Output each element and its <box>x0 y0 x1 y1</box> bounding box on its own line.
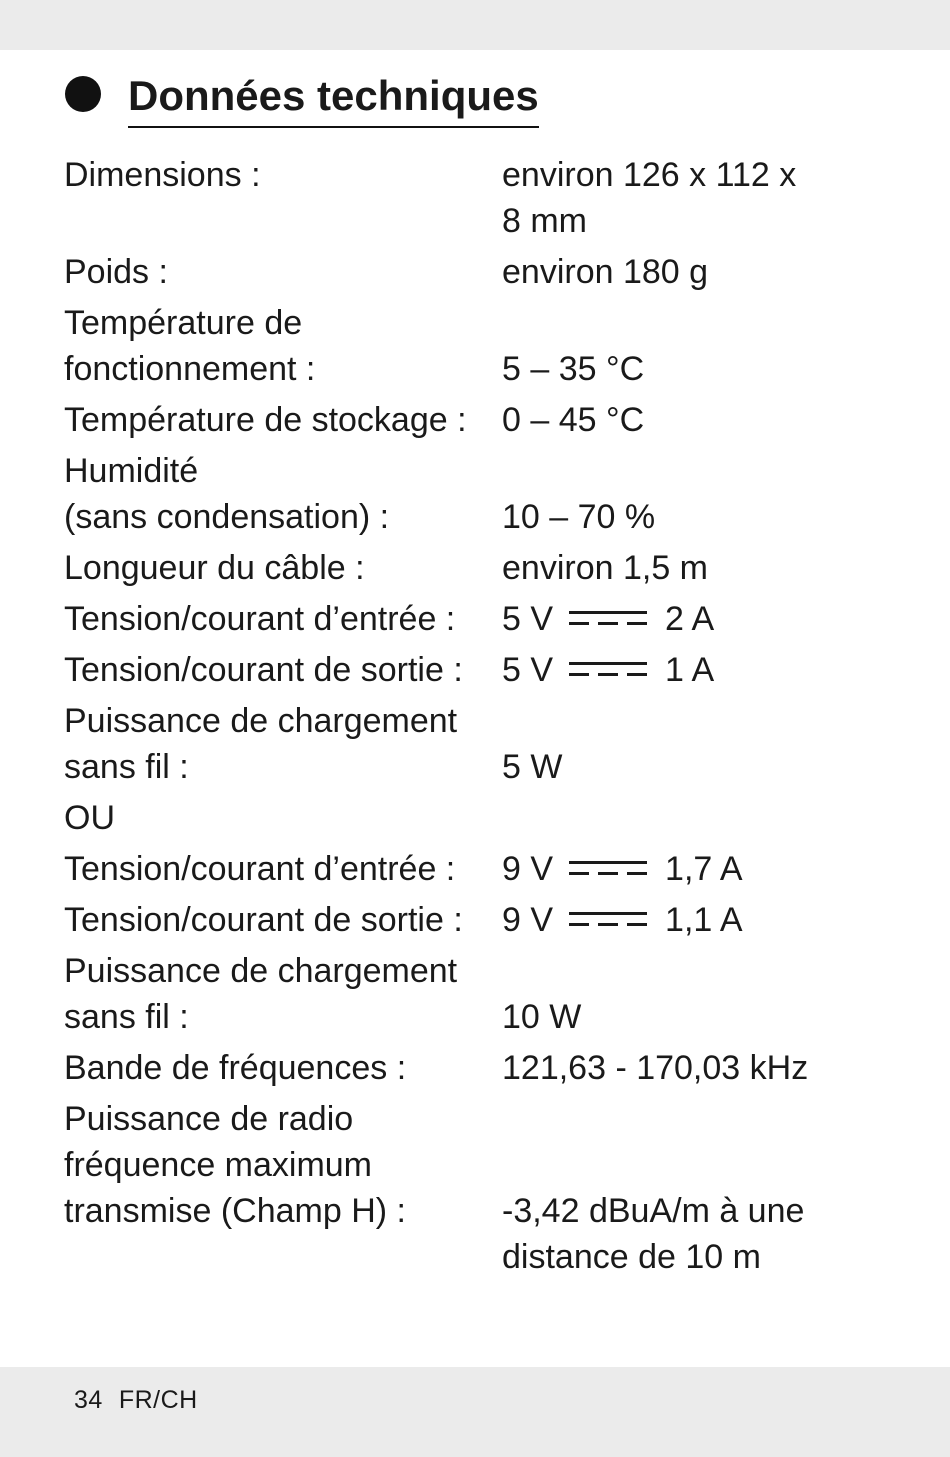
spec-label: Puissance de radio fréquence maximum transmise (Champ H) : <box>64 1100 406 1230</box>
locale-code: FR/CH <box>118 1386 198 1414</box>
spec-label: Longueur du câble : <box>64 549 365 587</box>
voltage-value: 5 V <box>502 600 554 638</box>
spec-label: Puissance de chargement sans fil : <box>64 952 458 1036</box>
spec-row <box>64 1045 884 1091</box>
spec-label: Température de stockage : <box>64 401 467 439</box>
spec-value: -3,42 dBuA/m à une distance de 10 m <box>502 1192 805 1276</box>
filled-circle-icon <box>65 76 101 112</box>
voltage-value: 9 V <box>502 850 554 888</box>
spec-row <box>64 698 884 790</box>
spec-row <box>64 152 884 244</box>
spec-row <box>64 948 884 1040</box>
direct-current-icon <box>569 858 647 878</box>
spec-label: Puissance de chargement sans fil : <box>64 702 458 786</box>
dc-spec-row <box>64 897 884 943</box>
spec-value: 10 W <box>502 998 582 1036</box>
spec-value: 121,63 - 170,03 kHz <box>502 1049 809 1087</box>
spec-row <box>64 448 884 540</box>
direct-current-icon <box>569 659 647 679</box>
spec-value: 5 W <box>502 748 563 786</box>
spec-label: Bande de fréquences : <box>64 1049 407 1087</box>
spec-value: environ 1,5 m <box>502 549 708 587</box>
current-value: 1,7 A <box>665 850 743 888</box>
current-value: 1 A <box>665 651 715 689</box>
spec-row <box>64 397 884 443</box>
direct-current-icon <box>569 909 647 929</box>
spec-value: environ 180 g <box>502 253 709 291</box>
spec-label: Tension/courant d’entrée : <box>64 600 456 638</box>
spec-value: 5 – 35 °C <box>502 350 645 388</box>
spec-row <box>64 1096 884 1280</box>
spec-label: Tension/courant de sortie : <box>64 651 463 689</box>
spec-label: Température de fonctionnement : <box>64 304 316 388</box>
spec-label: Poids : <box>64 253 168 291</box>
spec-label: Humidité (sans condensation) : <box>64 452 390 536</box>
spec-label: Tension/courant de sortie : <box>64 901 463 939</box>
spec-label: Tension/courant d’entrée : <box>64 850 456 888</box>
spec-row <box>64 545 884 591</box>
direct-current-icon <box>569 608 647 628</box>
spec-label: Dimensions : <box>64 156 261 194</box>
page-footer <box>74 1386 214 1415</box>
current-value: 2 A <box>665 600 715 638</box>
dc-spec-row <box>64 596 884 642</box>
spec-value <box>502 846 884 892</box>
top-margin-band <box>0 0 950 50</box>
voltage-value: 9 V <box>502 901 554 939</box>
spec-value <box>502 647 884 693</box>
specs-list <box>64 152 884 1285</box>
current-value: 1,1 A <box>665 901 743 939</box>
page-number: 34 <box>74 1386 103 1414</box>
voltage-value: 5 V <box>502 651 554 689</box>
dc-spec-row <box>64 846 884 892</box>
alternative-separator: OU <box>64 799 115 837</box>
spec-value: 10 – 70 % <box>502 498 656 536</box>
section-title: Données techniques <box>128 68 539 128</box>
spec-value: environ 126 x 112 x 8 mm <box>502 156 797 240</box>
spec-value: 0 – 45 °C <box>502 401 645 439</box>
spec-row <box>64 300 884 392</box>
spec-value <box>502 897 884 943</box>
dc-spec-row <box>64 647 884 693</box>
spec-value <box>502 596 884 642</box>
spec-row <box>64 249 884 295</box>
